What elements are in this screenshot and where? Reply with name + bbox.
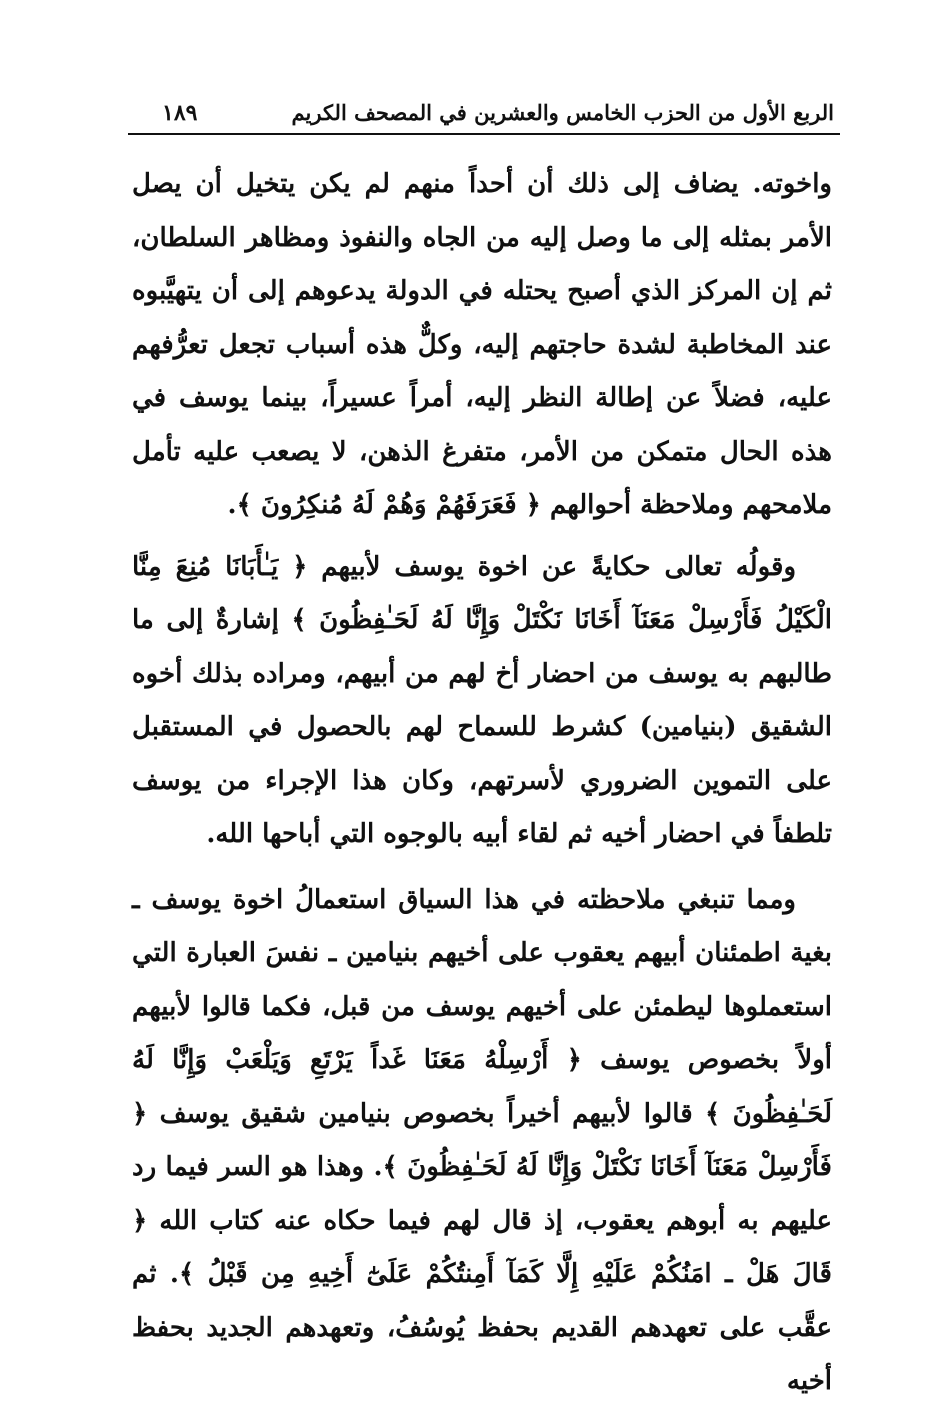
paragraph-1: واخوته. يضاف إلى ذلك أن أحداً منهم لم يكن يتخيل أن يصل الأمر بمثله إلى ما وصل إليه من الجاه والنفوذ ومظاهر السلطان، ثم إن المركز الذي أصبح يحتله في الدولة يدعوهم إلى أن يتهيَّبوه عند المخاطبة لشدة حاجتهم إليه، وكلٌّ هذه أسباب تجعل تعرُّفهم عليه، فضلاً عن إطالة النظر إليه، أمراً عسيراً، بينما يوسف في هذه الحال متمكن من الأمر، متفرغ الذهن، لا يصعب عليه تأمل ملامحهم وملاحظة أحوالهم ﴿ فَعَرَفَهُمْ وَهُمْ لَهُ مُنكِرُونَ ﴾. (132, 169, 832, 520)
running-header (128, 96, 840, 132)
page-body (132, 158, 832, 1409)
paragraph-3: ومما تنبغي ملاحظته في هذا السياق استعمالُ اخوة يوسف ـ بغية اطمئنان أبيهم يعقوب على أخيهم بنيامين ـ نفسَ العبارة التي استعملوها ليطمئن على أخيهم يوسف من قبل، فكما قالوا لأبيهم أولاً بخصوص يوسف ﴿ أَرْسِلْهُ مَعَنَا غَداً يَرْتَعِ وَيَلْعَبْ وَإِنَّا لَهُ لَحَـٰفِظُونَ ﴾ قالوا لأبيهم أخيراً بخصوص بنيامين شقيق يوسف ﴿ فَأَرْسِلْ مَعَنَآ أَخَانَا نَكْتَلْ وَإِنَّا لَهُ لَحَـٰفِظُونَ ﴾. وهذا هو السر فيما رد عليهم به أبوهم يعقوب، إذ قال لهم فيما حكاه عنه كتاب الله ﴿ قَالَ هَلْ ـ امَنُكُمْ عَلَيْهِ إِلَّا كَمَآ أَمِنتُكُمْ عَلَىٰٓ أَخِيهِ مِن قَبْلُ ﴾. ثم عقَّب على تعهدهم القديم بحفظ يُوسُفُ، وتعهدهم الجديد بحفظ أخيه (132, 884, 832, 1396)
paragraph-2: وقولُه تعالى حكايةً عن اخوة يوسف لأبيهم ﴿ يَـٰأَبَانَا مُنِعَ مِنَّا الْكَيْلُ فَأَرْسِلْ مَعَنَآ أَخَانَا نَكْتَلْ وَإِنَّا لَهُ لَحَـٰفِظُونَ ﴾ إشارةٌ إلى ما طالبهم به يوسف من احضار أخ لهم من أبيهم، ومراده بذلك أخوه الشقيق (بنيامين) كشرط للسماح لهم بالحصول في المستقبل على التموين الضروري لأسرتهم، وكان هذا الإجراء من يوسف تلطفاً في احضار أخيه ثم لقاء أبيه بالوجوه التي أباحها الله. (132, 551, 832, 849)
header-divider (128, 133, 840, 135)
header-title: الربع الأول من الحزب الخامس والعشرين في المصحف الكريم (291, 100, 834, 125)
page-number: ١٨٩ (162, 100, 198, 126)
